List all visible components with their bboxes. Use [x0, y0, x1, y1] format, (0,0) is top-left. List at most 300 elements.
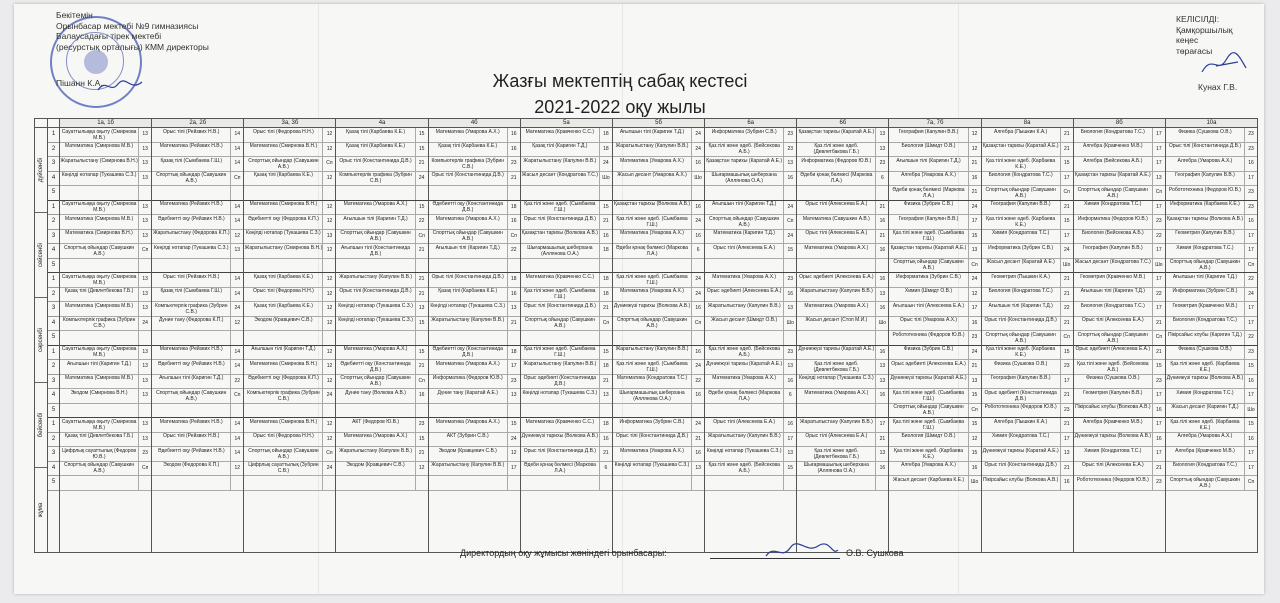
room-number: 13 [783, 302, 796, 316]
lesson-number: 5 [48, 331, 59, 346]
room-number: Сп [138, 462, 151, 476]
room-number: 13 [138, 201, 151, 215]
lesson-cell [705, 433, 796, 448]
room-number: 15 [1152, 360, 1165, 374]
subject-teacher: Компьютерлік графика (Зубрин С.В.) [62, 317, 136, 330]
room-number: Шо [1152, 259, 1165, 273]
room-number: 21 [415, 288, 428, 302]
subject-teacher: Цифрлық сауаттылық (Зубрин С.В.) [248, 462, 319, 475]
footer-label: Директордың оқу жұмысы жөніндегі орынбасары: [460, 548, 667, 558]
lesson-cell [982, 143, 1073, 158]
room-number: 13 [138, 346, 151, 360]
subject-teacher: Информатика (Зубрин С.В.) [988, 244, 1054, 251]
subject-teacher: География (Капулин В.В.) [990, 375, 1051, 381]
subject-teacher: Орыс тілі (Константинида Д.В.) [431, 273, 504, 280]
room-number: 21 [968, 360, 981, 374]
lesson-cell [244, 404, 335, 419]
lesson-number: 4 [48, 389, 59, 404]
lesson-cell [152, 244, 243, 259]
room-number: 21 [507, 172, 520, 186]
lesson-cell [1166, 360, 1257, 375]
room-number: Шо [1060, 259, 1073, 273]
room-number: 23 [1244, 346, 1257, 360]
subject-teacher [797, 186, 875, 200]
director-signature-name: Пішанн К.А. [56, 78, 103, 88]
lesson-cell [244, 201, 335, 216]
lesson-cell [613, 404, 704, 419]
lesson-number: 2 [48, 288, 59, 303]
subject-teacher: Математика (Рейзвих Н.В.) [159, 201, 223, 207]
lesson-cell [613, 215, 704, 230]
lesson-cell [613, 331, 704, 346]
lesson-cell [429, 215, 520, 230]
class-column [521, 119, 613, 552]
lesson-cell [613, 259, 704, 274]
lesson-cell [244, 346, 335, 361]
day-label: дүйсенбі [38, 157, 44, 183]
lesson-cell [889, 404, 980, 419]
subject-teacher: Жаратылыстану (Капулин В.В.) [339, 447, 412, 454]
lesson-cell [889, 157, 980, 172]
subject-teacher: Көңілді нотапар (Тукашева С.З.) [798, 375, 874, 381]
room-number: 15 [415, 143, 428, 157]
room-number: 13 [138, 288, 151, 302]
class-column [705, 119, 797, 552]
room-number: 16 [875, 215, 888, 229]
lesson-cell [336, 244, 427, 259]
subject-teacher: Жасыл десант (Каригин Т.Д.) [1171, 404, 1239, 410]
room-number: 13 [875, 360, 888, 374]
subject-teacher: Орыс тілі (Константинида Д.В.) [431, 172, 504, 178]
class-header: 5а [521, 119, 612, 128]
lesson-cell [705, 360, 796, 375]
room-number: 22 [1152, 288, 1165, 302]
room-number [691, 259, 704, 273]
subject-teacher [705, 259, 783, 273]
lesson-cell [705, 186, 796, 201]
lesson-cell [60, 331, 151, 346]
subject-teacher [705, 476, 783, 490]
class-column [982, 119, 1074, 552]
lesson-cell [797, 317, 888, 332]
subject-teacher: Жасыл десант (Стол М.И.) [805, 317, 868, 323]
room-number: 16 [783, 172, 796, 186]
lesson-cell [152, 317, 243, 332]
subject-teacher: Пікірсайыс клубы (Волкова А.В.) [982, 476, 1059, 483]
lesson-number-column [48, 119, 60, 552]
room-number: 13 [138, 273, 151, 287]
subject-teacher: География (Капулин В.В.) [1175, 172, 1235, 178]
lesson-cell [244, 375, 335, 390]
room-number [691, 331, 704, 345]
class-header: 7а, 7б [889, 119, 980, 128]
lesson-cell [705, 172, 796, 187]
lesson-cell [521, 201, 612, 216]
room-number: 21 [875, 230, 888, 244]
subject-teacher: Математика (Умарова А.Х.) [435, 215, 500, 222]
lesson-cell [797, 346, 888, 361]
subject-teacher: Биология (Кондратова Т.С.) [1172, 462, 1237, 468]
lesson-cell [429, 462, 520, 477]
lesson-cell [982, 317, 1073, 332]
lesson-cell [1074, 389, 1165, 404]
room-number: 15 [415, 128, 428, 142]
subject-teacher: Алгебра (Умарова А.Х.) [901, 462, 956, 468]
day-label: жұма [38, 502, 44, 518]
lesson-cell [336, 259, 427, 274]
class-header: 8б [1074, 119, 1165, 128]
room-number: 21 [415, 447, 428, 461]
lesson-cell [429, 476, 520, 491]
subject-teacher: Компьютерлік графика (Зубрин С.В.) [431, 157, 504, 170]
lesson-cell [60, 302, 151, 317]
subject-teacher [705, 186, 783, 200]
lesson-cell [152, 201, 243, 216]
room-number: 13 [507, 389, 520, 403]
room-number: 21 [875, 433, 888, 447]
room-number: 14 [230, 288, 243, 302]
subject-teacher [797, 259, 875, 273]
subject-teacher: Информатика (Федоров Ю.В.) [432, 375, 503, 381]
subject-teacher: Химия (Шмидт О.В.) [904, 288, 953, 294]
subject-teacher: Орыс тілі (Алексеева Е.А.) [805, 201, 868, 207]
room-number: 13 [138, 360, 151, 374]
lesson-cell [152, 128, 243, 143]
subject-teacher [797, 331, 875, 345]
title-line: 2021-2022 оқу жылы [534, 97, 706, 117]
subject-teacher: Сауаттылыққа оқыту (Смирнова М.В.) [61, 273, 137, 286]
room-number: 16 [875, 462, 888, 476]
subject-teacher [244, 404, 322, 418]
room-number [138, 259, 151, 273]
lesson-cell [60, 143, 151, 158]
room-number: 15 [415, 433, 428, 447]
subject-teacher: География (Капулин В.В.) [1082, 244, 1143, 251]
lesson-cell [982, 418, 1073, 433]
room-number: 24 [1060, 244, 1073, 258]
subject-teacher: Спорттық ойындар (Савушкин А.В.) [340, 375, 411, 388]
lesson-cell [152, 302, 243, 317]
lesson-cell [244, 447, 335, 462]
room-number: 24 [691, 288, 704, 302]
subject-teacher: Ағылшын тілі (Алексеева Е.А.) [892, 302, 965, 309]
subject-teacher: Математика (Умарова А.Х.) [620, 447, 684, 454]
subject-teacher: Спорттық ойындар (Савушкин А.В.) [1169, 259, 1241, 272]
subject-teacher [613, 476, 691, 490]
room-number: 13 [875, 128, 888, 142]
subject-teacher: Математика (Смирнова М.В.) [65, 375, 134, 381]
room-number: 16 [1244, 157, 1257, 171]
subject-teacher: Ағылшын тілі (Каригин Т.Д.) [435, 244, 500, 251]
lesson-cell [521, 462, 612, 477]
subject-teacher [60, 186, 138, 200]
room-number: 12 [322, 317, 335, 331]
room-number: 17 [1152, 143, 1165, 157]
lesson-cell [429, 259, 520, 274]
subject-teacher: Орыс тілі (Константинида Д.В.) [523, 215, 596, 222]
subject-teacher: Математика (Умарова А.Х.) [804, 244, 869, 251]
lesson-cell [521, 418, 612, 433]
room-number [138, 404, 151, 418]
day-label-cell [35, 383, 47, 468]
subject-teacher: Физика (Зубрин С.В.) [903, 201, 954, 207]
lesson-cell [797, 128, 888, 143]
subject-teacher: Экодом (Кравцевич С.В.) [254, 317, 313, 323]
lesson-cell [1074, 157, 1165, 172]
subject-teacher: Әдебиетті оқу (Рейзвих Н.В.) [157, 360, 225, 367]
lesson-cell [982, 172, 1073, 187]
subject-teacher: Дүниежүзі тарихы (Каратай А.Е.) [982, 447, 1059, 454]
lesson-cell [889, 273, 980, 288]
class-column [1166, 119, 1257, 552]
room-number: 12 [322, 143, 335, 157]
lesson-cell [1166, 418, 1257, 433]
subject-teacher: Алгебра (Пышкин К.А.) [994, 418, 1048, 425]
subject-teacher: Алгебра (Бейсекова А.Б.) [1083, 157, 1143, 164]
subject-teacher: Орыс тілі (Рейзвих Н.В.) [163, 433, 220, 439]
room-number: 21 [691, 433, 704, 447]
lesson-cell [982, 157, 1073, 172]
lesson-cell [797, 462, 888, 477]
room-number: Шо [968, 476, 981, 490]
lesson-cell [152, 346, 243, 361]
room-number: 15 [1244, 360, 1257, 374]
room-number: 18 [599, 288, 612, 302]
subject-teacher: Қаз.тілі және әдеб. (Сымбаева Г.Ш.) [892, 418, 965, 431]
room-number: 17 [1152, 389, 1165, 403]
subject-teacher: Ағылшын тілі (Каригин Т.Д.) [619, 128, 685, 135]
room-number [599, 404, 612, 418]
room-number [599, 186, 612, 200]
lesson-cell [1074, 244, 1165, 259]
room-number: 17 [507, 360, 520, 374]
subject-teacher: Көңілді нотапар (Тукашева С.З.) [522, 389, 598, 396]
subject-teacher: Қазақ тілі (Карбаева К.Е.) [253, 273, 313, 280]
subject-teacher: Биология (Шмидт О.В.) [901, 143, 956, 149]
council-signature-name: Кунах Г.В. [1198, 82, 1238, 92]
room-number: 14 [230, 360, 243, 374]
subject-teacher: Жасыл десант (Карбаева К.Е.) [892, 476, 965, 483]
subject-teacher: Жаратылыстану (Смирнова В.Н.) [60, 157, 138, 164]
room-number: 15 [783, 244, 796, 258]
room-number: 21 [1152, 317, 1165, 331]
room-number: 12 [322, 244, 335, 258]
subject-teacher [152, 186, 230, 200]
subject-teacher: Қазақстан тарихы (Волкова А.В.) [521, 230, 598, 236]
lesson-number: 3 [48, 447, 59, 462]
subject-teacher: Физика (Сушкова О.В.) [1178, 128, 1232, 135]
subject-teacher: Шығармашылық шеберхана (Аллянова О.А.) [803, 462, 869, 475]
lesson-number: 2 [48, 433, 59, 448]
subject-teacher: Ағылшын тілі (Константинида Д.В.) [341, 244, 411, 257]
lesson-cell [797, 157, 888, 172]
room-number: 22 [415, 215, 428, 229]
lesson-cell [1166, 389, 1257, 404]
lesson-cell [797, 404, 888, 419]
lesson-cell [1166, 259, 1257, 274]
room-number [507, 259, 520, 273]
room-number: 24 [691, 418, 704, 432]
room-number: 13 [875, 375, 888, 389]
room-number: 14 [230, 157, 243, 171]
room-number: Сп [1060, 186, 1073, 200]
room-number: Сп [968, 404, 981, 418]
room-number: 13 [138, 389, 151, 403]
room-number: 22 [691, 375, 704, 389]
room-number: 24 [415, 172, 428, 186]
room-number [507, 404, 520, 418]
approval-line: Бекітемін [56, 10, 93, 20]
room-number: 21 [599, 375, 612, 389]
subject-teacher [244, 186, 322, 200]
lesson-cell [60, 201, 151, 216]
room-number: 13 [691, 462, 704, 476]
subject-teacher: Әдебиетті оқу (Константинида Д.В.) [432, 201, 503, 214]
lesson-cell [60, 462, 151, 477]
room-number: 22 [1060, 302, 1073, 316]
room-number: 12 [322, 418, 335, 432]
room-number: 17 [875, 418, 888, 432]
subject-teacher: Орыс әдебиеті (Алексеева Е.А.) [799, 273, 874, 280]
lesson-cell [244, 317, 335, 332]
lesson-cell [60, 230, 151, 245]
room-number: 12 [322, 273, 335, 287]
lesson-cell [613, 346, 704, 361]
room-number [507, 331, 520, 345]
lesson-cell [429, 317, 520, 332]
subject-teacher: Ағылшын тілі (Каригин Т.Д.) [988, 302, 1053, 309]
room-number: 22 [1244, 331, 1257, 345]
subject-teacher: Биология (Кондратова Т.С.) [1080, 302, 1145, 309]
room-number: 12 [507, 447, 520, 461]
subject-teacher: Геометрия (Капулин В.В.) [1083, 389, 1143, 396]
room-number: 17 [968, 215, 981, 229]
lesson-cell [1074, 346, 1165, 361]
subject-teacher: Математика (Умарова А.Х.) [343, 201, 408, 207]
lesson-cell [705, 389, 796, 404]
lesson-cell [336, 230, 427, 245]
room-number: 16 [691, 230, 704, 244]
room-number: 12 [322, 346, 335, 360]
lesson-cell [60, 317, 151, 332]
room-number: 24 [691, 273, 704, 287]
class-column [613, 119, 705, 552]
subject-teacher: Көңілді нотапар (Тукашева С.З.) [246, 230, 321, 236]
room-number: 14 [230, 418, 243, 432]
lesson-cell [1166, 244, 1257, 259]
lesson-cell [152, 433, 243, 448]
lesson-cell [152, 447, 243, 462]
class-column [336, 119, 428, 552]
lesson-cell [1074, 273, 1165, 288]
lesson-cell [1074, 462, 1165, 477]
subject-teacher: Жаратылыстану (Капулин В.В.) [523, 157, 597, 164]
room-number: 21 [968, 186, 981, 200]
lesson-cell [429, 288, 520, 303]
room-number: 24 [691, 143, 704, 157]
room-number: 13 [138, 143, 151, 157]
lesson-cell [521, 360, 612, 375]
subject-teacher: Қаз.тілі және әдеб. (Бейсекова А.Б.) [708, 143, 780, 156]
room-number: 16 [875, 389, 888, 403]
lesson-cell [797, 418, 888, 433]
subject-teacher: Орыс тілі (Алексеева Е.А.) [805, 433, 868, 439]
room-number [875, 186, 888, 200]
lesson-cell [244, 143, 335, 158]
room-number: 17 [1060, 433, 1073, 447]
subject-teacher: Орыс әдебиеті (Алексеева Е.А.) [891, 360, 966, 367]
subject-teacher: Жасыл десант (Кондратова Т.С.) [1074, 259, 1151, 265]
subject-teacher [152, 476, 230, 490]
subject-teacher: Экодом (Смирнова В.Н.) [70, 389, 128, 396]
subject-teacher: Сауаттылыққа оқыту (Смирнова М.В.) [61, 346, 137, 359]
subject-teacher [336, 404, 414, 418]
lesson-cell [244, 302, 335, 317]
lesson-cell [1074, 331, 1165, 346]
subject-teacher [705, 331, 783, 345]
lesson-cell [705, 375, 796, 390]
subject-teacher: Спорттық ойындар (Савушкин А.В.) [893, 259, 964, 272]
subject-teacher: Дүние тану (Волкова А.В.) [345, 389, 406, 396]
subject-teacher: Қаз.тілі және әдеб. (Сымбаева Г.Ш.) [524, 201, 596, 214]
room-number: Сп [230, 389, 243, 403]
lesson-cell [244, 433, 335, 448]
subject-teacher: Қазақ тілі (Карбаева К.Е.) [346, 143, 406, 149]
room-number: 15 [1060, 346, 1073, 360]
lesson-cell [521, 244, 612, 259]
room-number: 24 [968, 346, 981, 360]
room-number: 24 [322, 462, 335, 476]
lesson-cell [152, 288, 243, 303]
room-number [783, 476, 796, 490]
room-number [415, 331, 428, 345]
lesson-cell [613, 302, 704, 317]
subject-teacher: Ағылшын тілі (Каригин Т.Д.) [1080, 288, 1145, 294]
lesson-number: 5 [48, 404, 59, 419]
lesson-cell [982, 360, 1073, 375]
room-number: Сп [322, 157, 335, 171]
approval-line: КЕЛІСІЛДІ: [1176, 14, 1220, 24]
lesson-cell [613, 128, 704, 143]
room-number [875, 259, 888, 273]
lesson-cell [60, 259, 151, 274]
lesson-cell [797, 331, 888, 346]
lesson-cell [1074, 172, 1165, 187]
room-number: 24 [968, 201, 981, 215]
room-number: 21 [1060, 128, 1073, 142]
lesson-cell [521, 230, 612, 245]
subject-teacher: Орыс тілі (Федорова Н.Н.) [252, 433, 314, 439]
subject-teacher [429, 186, 507, 200]
lesson-cell [705, 317, 796, 332]
subject-teacher [152, 259, 230, 273]
room-number: 16 [1244, 375, 1257, 389]
room-number: 21 [1060, 201, 1073, 215]
lesson-cell [152, 360, 243, 375]
room-number: 17 [1244, 317, 1257, 331]
room-number: 16 [691, 346, 704, 360]
lesson-cell [705, 143, 796, 158]
subject-teacher: Жасыл десант (Шмидт О.В.) [711, 317, 778, 323]
subject-teacher [152, 404, 230, 418]
lesson-cell [152, 230, 243, 245]
subject-teacher: Геометрия (Кравченко М.В.) [1172, 302, 1238, 309]
subject-teacher: Химия (Кондратова Т.С.) [1084, 201, 1142, 207]
subject-teacher: Математика (Смирнова В.Н.) [249, 143, 318, 149]
subject-teacher: Орыс тілі (Константинида Д.В.) [339, 288, 412, 294]
lesson-cell [60, 375, 151, 390]
lesson-cell [705, 128, 796, 143]
